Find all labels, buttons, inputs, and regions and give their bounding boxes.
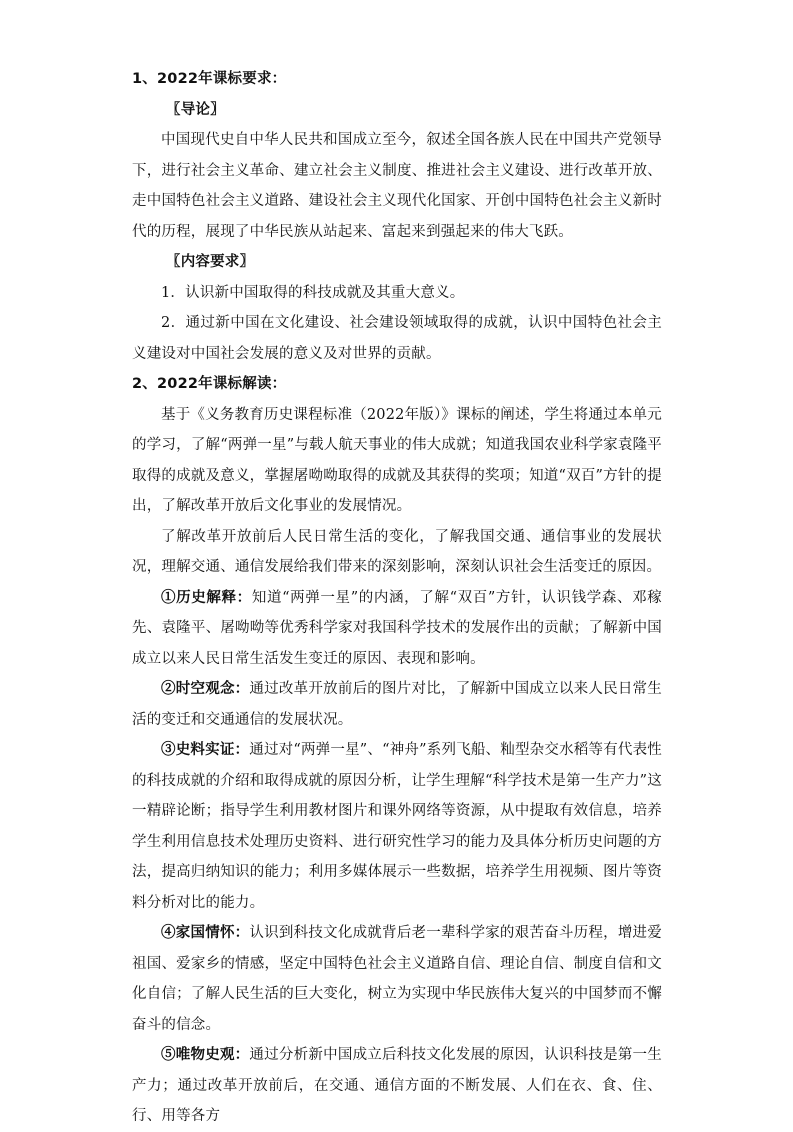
literacy-evidence (132, 735, 662, 918)
content-requirements-title: 〖内容要求〗 (166, 253, 255, 270)
literacy-label: ②时空观念： (161, 680, 250, 697)
literacy-text: 认识到科技文化成就背后老一辈科学家的艰苦奋斗历程，增进爱祖国、爱家乡的情感，坚定中国特色社会主义道路自信、理论自信、制度自信和文化自信；了解人民生活的巨大变化，树立为实现中华民族伟大复兴的中国梦而不懈奋斗的信念。 (132, 925, 662, 1033)
literacy-label: ③史料实证： (161, 741, 250, 758)
literacy-text: 通过分析新中国成立后科技文化发展的原因，认识科技是第一生产力；通过改革开放前后，在交通、通信方面的不断发展、人们在衣、食、住、行、用等各方 (132, 1047, 662, 1124)
interpretation-paragraph-2: 了解改革开放前后人民日常生活的变化，了解我国交通、通信事业的发展状况，理解交通、通信发展给我们带来的深刻影响，深刻认识社会生活变迁的原因。 (132, 528, 662, 575)
interpretation-paragraph-1: 基于《义务教育历史课程标准（2022年版）》课标的阐述，学生将通过本单元的学习，了解“两弹一星”与载人航天事业的伟大成就；知道我国农业科学家袁隆平取得的成就及意义，掌握屠呦呦取得的成就及其获得的奖项；知道“双百”方针的提出，了解改革开放后文化事业的发展情况。 (132, 406, 662, 514)
literacy-label: ⑤唯物史观： (161, 1046, 250, 1063)
intro-title: 〖导论〗 (166, 100, 225, 118)
literacy-text: 通过对“两弹一星”、“神舟”系列飞船、籼型杂交水稻等有代表性的科技成就的介绍和取得成就的原因分析，让学生理解“科学技术是第一生产力”这一精辟论断；指导学生利用教材图片和课外网络等资源，从中提取有效信息，培养学生利用信息技术处理历史资料、进行研究性学习的能力及具体分析历史问题的方法，提高归纳知识的能力；利用多媒体展示一些数据，培养学生用视频、图片等资料分析对比的能力。 (132, 742, 662, 911)
literacy-label: ④家国情怀： (161, 924, 250, 941)
literacy-text: 通过改革开放前后的图片对比，了解新中国成立以来人民日常生活的变迁和交通通信的发展状况。 (132, 681, 662, 728)
intro-paragraph: 中国现代史自中华人民共和国成立至今，叙述全国各族人民在中国共产党领导下，进行社会主义革命、建立社会主义制度、推进社会主义建设、进行改革开放、走中国特色社会主义道路、建设社会主义现代化国家、开创中国特色社会主义新时代的历程，展现了中华民族从站起来、富起来到强起来的伟大飞跃。 (132, 132, 662, 240)
section2-heading: 2、2022年课标解读： (132, 376, 287, 392)
literacy-historical-interpretation (132, 583, 662, 675)
literacy-text: 知道“两弹一星”的内涵，了解“双百”方针，认识钱学森、邓稼先、袁隆平、屠呦呦等优秀科学家对我国科学技术的发展作出的贡献；了解新中国成立以来人民日常生活发生变迁的原因、表现和影响。 (132, 589, 663, 667)
literacy-label: ①历史解释： (161, 588, 252, 606)
requirement-item-1: 1．认识新中国取得的科技成就及其重大意义。 (161, 284, 465, 301)
literacy-space-time (132, 674, 662, 735)
document-body (132, 64, 662, 1132)
section1-heading: 1、2022年课标要求： (132, 71, 287, 87)
literacy-patriotism (132, 918, 662, 1040)
literacy-materialism (132, 1040, 662, 1132)
requirement-item-2: 2．通过新中国在文化建设、社会建设领域取得的成就，认识中国特色社会主义建设对中国社会发展的意义及对世界的贡献。 (132, 315, 662, 362)
